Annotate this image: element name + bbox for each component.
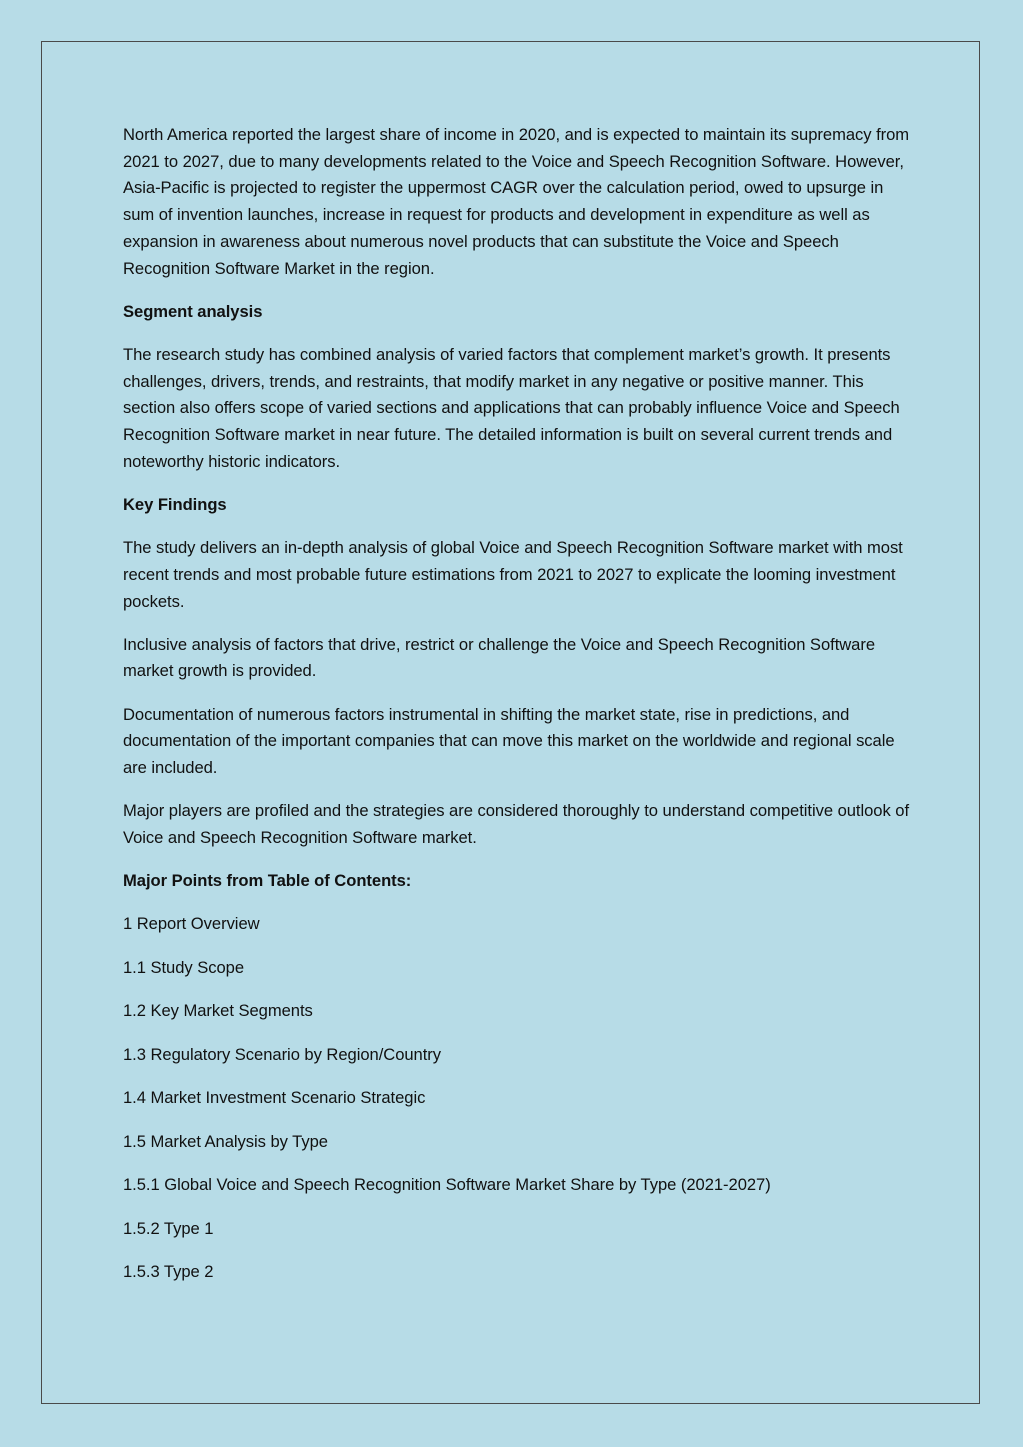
toc-list	[123, 911, 913, 1286]
toc-item: 1.5 Market Analysis by Type	[123, 1131, 328, 1151]
segment-analysis-heading: Segment analysis	[123, 301, 263, 321]
intro-paragraph: North America reported the largest share of income in 2020, and is expected to maintain its supremacy from 2021 to 2027, due to many developments related to the Voice and Speech Recognition Software. However, Asia-Pacific is projected to register the uppermost CAGR over the calculation period, owed to upsurge in sum of invention launches, increase in request for products and development in expenditure as well as expansion in awareness about numerous novel products that can substitute the Voice and Speech Recognition Software Market in the region.	[123, 125, 910, 278]
toc-item: 1 Report Overview	[123, 914, 260, 934]
key-findings-heading: Key Findings	[123, 494, 227, 514]
toc-item: 1.2 Key Market Segments	[123, 1001, 313, 1021]
toc-item: 1.3 Regulatory Scenario by Region/Country	[123, 1044, 442, 1064]
toc-item: 1.5.2 Type 1	[123, 1218, 214, 1238]
key-finding-paragraph: Inclusive analysis of factors that drive, restrict or challenge the Voice and Speech Recognition Software market growth is provided.	[123, 634, 876, 681]
toc-heading: Major Points from Table of Contents:	[123, 871, 412, 891]
toc-item: 1.1 Study Scope	[123, 957, 245, 977]
key-finding-paragraph: Major players are profiled and the strategies are considered thoroughly to understand competitive outlook of Voice and Speech Recognition Software market.	[123, 801, 910, 847]
toc-item: 1.4 Market Investment Scenario Strategic	[123, 1088, 426, 1108]
key-finding-paragraph: Documentation of numerous factors instrumental in shifting the market state, rise in predictions, and documentation of the important companies that can move this market on the worldwide and regional scale are included.	[123, 704, 895, 778]
segment-analysis-paragraph: The research study has combined analysis of varied factors that complement market’s growth. It presents challenges, drivers, trends, and restraints, that modify market in any negative or positive manner. This section also offers scope of varied sections and applications that can probably influence Voice and Speech Recognition Software market in near future. The detailed information is built on several current trends and noteworthy historic indicators.	[123, 344, 900, 471]
toc-item: 1.5.1 Global Voice and Speech Recognition Software Market Share by Type (2021-2027)	[123, 1175, 771, 1195]
toc-item: 1.5.3 Type 2	[123, 1262, 214, 1282]
key-finding-paragraph: The study delivers an in-depth analysis of global Voice and Speech Recognition Software market with most recent trends and most probable future estimations from 2021 to 2027 to explicate the looming investment pockets.	[123, 538, 903, 611]
document-body	[123, 122, 913, 1303]
